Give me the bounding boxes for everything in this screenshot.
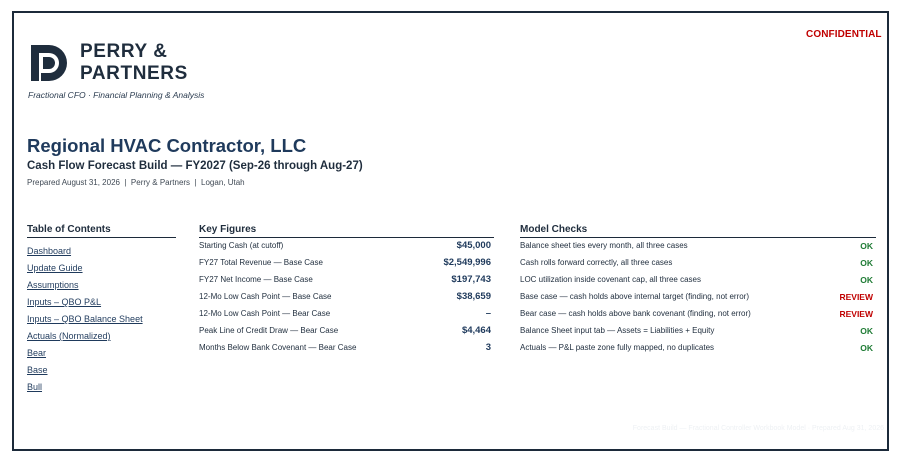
firm-name-line2: PARTNERS <box>80 62 188 84</box>
model-checks-heading: Model Checks <box>520 224 876 238</box>
key-figure-label: FY27 Total Revenue — Base Case <box>199 258 323 267</box>
model-check-row <box>520 241 873 258</box>
model-check-label: Balance sheet ties every month, all three cases <box>520 241 688 250</box>
key-figure-value: – <box>485 308 491 319</box>
key-figure-value: $197,743 <box>451 274 491 285</box>
key-figure-label: 12-Mo Low Cash Point — Bear Case <box>199 309 331 318</box>
toc-item <box>27 241 143 258</box>
toc-item <box>27 275 143 292</box>
toc-heading: Table of Contents <box>27 224 176 238</box>
key-figure-value: 3 <box>485 342 491 353</box>
toc-link-update-guide[interactable]: Update Guide <box>27 263 83 273</box>
toc-link-base[interactable]: Base <box>27 365 48 375</box>
footer-faint-text: Forecast Build — Fractional Controller Workbook Model · Prepared Aug 31, 2026 <box>632 425 884 432</box>
model-check-status-ok: OK <box>860 326 873 336</box>
key-figure-label: Peak Line of Credit Draw — Bear Case <box>199 326 339 335</box>
key-figures-list <box>199 241 494 360</box>
model-check-label: Cash rolls forward correctly, all three cases <box>520 258 673 267</box>
confidential-label: CONFIDENTIAL <box>806 29 882 40</box>
key-figures-heading: Key Figures <box>199 224 494 238</box>
key-figure-row <box>199 258 494 275</box>
toc-link-inputs-qbo-balance-sheet[interactable]: Inputs – QBO Balance Sheet <box>27 314 143 324</box>
toc-link-bull[interactable]: Bull <box>27 382 43 392</box>
key-figure-value: $4,464 <box>461 325 491 336</box>
key-figure-label: 12-Mo Low Cash Point — Base Case <box>199 292 332 301</box>
key-figure-row <box>199 343 494 360</box>
key-figure-value: $38,659 <box>456 291 491 302</box>
toc-link-actuals-normalized[interactable]: Actuals (Normalized) <box>27 331 111 341</box>
model-check-label: Base case — cash holds above internal target (finding, not error) <box>520 292 750 301</box>
perry-partners-logo-icon <box>27 41 71 85</box>
model-check-status-ok: OK <box>860 275 873 285</box>
toc-item <box>27 360 143 377</box>
toc-item <box>27 343 143 360</box>
key-figure-row <box>199 326 494 343</box>
model-check-status-ok: OK <box>860 258 873 268</box>
firm-tagline: Fractional CFO · Financial Planning & Analysis <box>28 90 205 100</box>
model-check-status-ok: OK <box>860 241 873 251</box>
firm-name-line1: PERRY & <box>80 41 168 62</box>
model-check-status-review: REVIEW <box>839 292 873 302</box>
report-subtitle: Cash Flow Forecast Build — FY2027 (Sep-26 through Aug-27) <box>27 160 363 172</box>
key-figure-row <box>199 241 494 258</box>
model-check-row <box>520 258 873 275</box>
model-check-row <box>520 343 873 360</box>
key-figure-value: $2,549,996 <box>443 257 491 268</box>
model-check-row <box>520 275 873 292</box>
model-check-label: Bear case — cash holds above bank covenant (finding, not error) <box>520 309 751 318</box>
model-check-label: LOC utilization inside covenant cap, all three cases <box>520 275 701 284</box>
model-check-row <box>520 326 873 343</box>
toc-item <box>27 292 143 309</box>
key-figure-row <box>199 309 494 326</box>
model-check-row <box>520 309 873 326</box>
model-check-label: Actuals — P&L paste zone fully mapped, no duplicates <box>520 343 715 352</box>
firm-name <box>80 41 188 84</box>
key-figure-row <box>199 292 494 309</box>
toc-item <box>27 258 143 275</box>
toc-link-assumptions[interactable]: Assumptions <box>27 280 79 290</box>
toc-item <box>27 326 143 343</box>
toc-link-inputs-qbo-pl[interactable]: Inputs – QBO P&L <box>27 297 102 307</box>
model-checks-list <box>520 241 873 360</box>
key-figure-value: $45,000 <box>456 240 491 251</box>
toc-list <box>27 241 143 394</box>
key-figure-label: Starting Cash (at cutoff) <box>199 241 284 250</box>
model-check-status-review: REVIEW <box>839 309 873 319</box>
key-figure-label: Months Below Bank Covenant — Bear Case <box>199 343 357 352</box>
toc-item <box>27 377 143 394</box>
model-check-row <box>520 292 873 309</box>
model-check-status-ok: OK <box>860 343 873 353</box>
key-figure-label: FY27 Net Income — Base Case <box>199 275 313 284</box>
toc-link-dashboard[interactable]: Dashboard <box>27 246 72 256</box>
key-figure-row <box>199 275 494 292</box>
model-check-label: Balance Sheet input tab — Assets = Liabilities + Equity <box>520 326 715 335</box>
client-name: Regional HVAC Contractor, LLC <box>27 135 307 156</box>
toc-link-bear[interactable]: Bear <box>27 348 47 358</box>
toc-item <box>27 309 143 326</box>
prepared-line: Prepared August 31, 2026 | Perry & Partners | Logan, Utah <box>27 178 245 187</box>
